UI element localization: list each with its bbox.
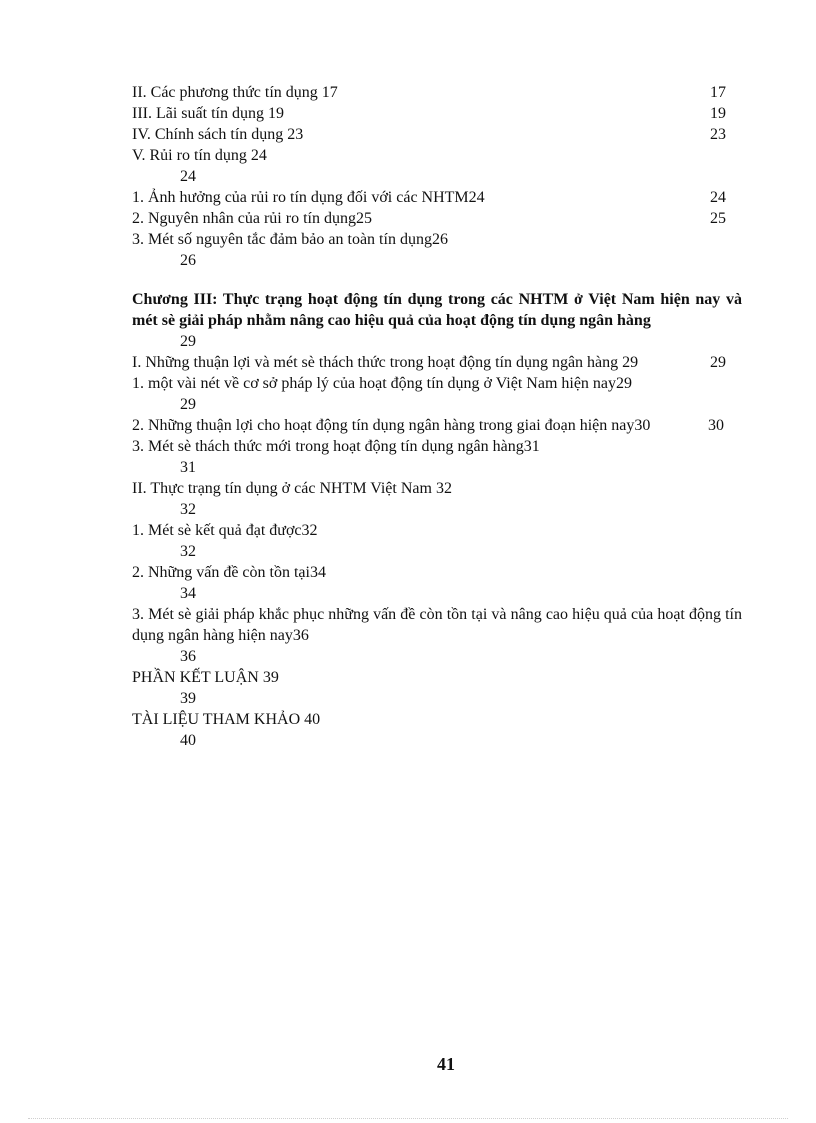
toc-entry [132, 82, 742, 103]
page-number: 41 [437, 1054, 455, 1074]
toc-entry-text: 1. Mét sè kết quả đạt được32 [132, 522, 318, 539]
toc-entry [132, 520, 742, 541]
toc-entry-text: 1. Ảnh hưởng của rủi ro tín dụng đối với các NHTM24 [132, 189, 485, 206]
toc-entry-text: II. Các phương thức tín dụng 17 [132, 84, 338, 101]
toc-entry-page-line [132, 457, 742, 478]
toc-entry-text: 2. Những vấn đề còn tồn tại34 [132, 564, 326, 581]
toc-entry [132, 352, 742, 373]
toc-entry-text: 2. Nguyên nhân của rủi ro tín dụng25 [132, 210, 372, 227]
toc-entry-page: 36 [180, 648, 196, 665]
toc-entry-text: V. Rủi ro tín dụng 24 [132, 147, 267, 164]
toc-entry-page: 29 [180, 396, 196, 413]
toc-entry-text: 1. một vài nét về cơ sở pháp lý của hoạt động tín dụng ở Việt Nam hiện nay29 [132, 375, 633, 392]
toc-entry [132, 229, 742, 250]
toc-entry-text: 3. Mét số nguyên tắc đảm bảo an toàn tín dụng26 [132, 231, 448, 248]
toc-entry [132, 373, 742, 394]
toc-entry-page: 24 [180, 168, 196, 185]
toc-entry-page: 39 [180, 690, 196, 707]
toc-entry-page: 32 [180, 501, 196, 518]
toc-entry [132, 208, 742, 229]
spacer [132, 271, 742, 280]
toc-entry-page: 32 [180, 543, 196, 560]
toc-entry-text: PHẦN KẾT LUẬN 39 [132, 669, 279, 686]
toc-entry-page: 29 [180, 333, 196, 350]
toc-entry-text: IV. Chính sách tín dụng 23 [132, 126, 304, 143]
toc-entry [132, 145, 742, 166]
toc-entry [132, 436, 742, 457]
toc-entry [132, 709, 742, 730]
toc-entry-page-line [132, 583, 742, 604]
toc-entry-page-line [132, 646, 742, 667]
toc-entry-page: 26 [180, 252, 196, 269]
toc-entry-text: 2. Những thuận lợi cho hoạt động tín dụng ngân hàng trong giai đoạn hiện nay30 [132, 417, 651, 434]
toc-entry-page-line [132, 331, 742, 352]
toc-entry-text: I. Những thuận lợi và mét sè thách thức trong hoạt động tín dụng ngân hàng 29 [132, 354, 639, 371]
toc-entry [132, 103, 742, 124]
table-of-contents [132, 82, 742, 751]
toc-entry [132, 187, 742, 208]
toc-entry-page-line [132, 166, 742, 187]
toc-entry-text: 3. Mét sè thách thức mới trong hoạt động tín dụng ngân hàng31 [132, 438, 540, 455]
toc-entry-page: 25 [710, 210, 726, 227]
toc-entry-page-line [132, 499, 742, 520]
toc-entry-page: 24 [710, 189, 726, 206]
toc-entry [132, 124, 742, 145]
toc-entry-text: III. Lãi suất tín dụng 19 [132, 105, 284, 122]
toc-entry-page: 23 [710, 126, 726, 143]
toc-entry-page-line [132, 250, 742, 271]
toc-entry [132, 478, 742, 499]
toc-entry-page: 17 [710, 84, 726, 101]
toc-entry [132, 562, 742, 583]
toc-entry-page: 34 [180, 585, 196, 602]
toc-entry-page-line [132, 730, 742, 751]
toc-entry-page: 29 [710, 354, 726, 371]
toc-entry-page: 30 [708, 417, 724, 434]
spacer [132, 280, 742, 289]
toc-entry-page-line [132, 394, 742, 415]
toc-entry-page: 40 [180, 732, 196, 749]
toc-entry-text: TÀI LIỆU THAM KHẢO 40 [132, 711, 321, 728]
toc-entry-page: 31 [180, 459, 196, 476]
toc-entry [132, 667, 742, 688]
toc-entry-page-line [132, 688, 742, 709]
toc-entry-page: 19 [710, 105, 726, 122]
toc-entry-page-line [132, 541, 742, 562]
page-bottom-divider [28, 1118, 788, 1119]
toc-entry-wrapped-text: 3. Mét sè giải pháp khắc phục những vấn đề còn tồn tại và nâng cao hiệu quả của hoạt động tín dụng ngân hàng hiện nay36 [132, 606, 742, 644]
chapter-heading: Chương III: Thực trạng hoạt động tín dụng trong các NHTM ở Việt Nam hiện nay và mét sè giải pháp nhằm nâng cao hiệu quả của hoạt động tín dụng ngân hàng [132, 291, 742, 329]
toc-entry [132, 415, 742, 436]
toc-entry-text: II. Thực trạng tín dụng ở các NHTM Việt Nam 32 [132, 480, 452, 497]
